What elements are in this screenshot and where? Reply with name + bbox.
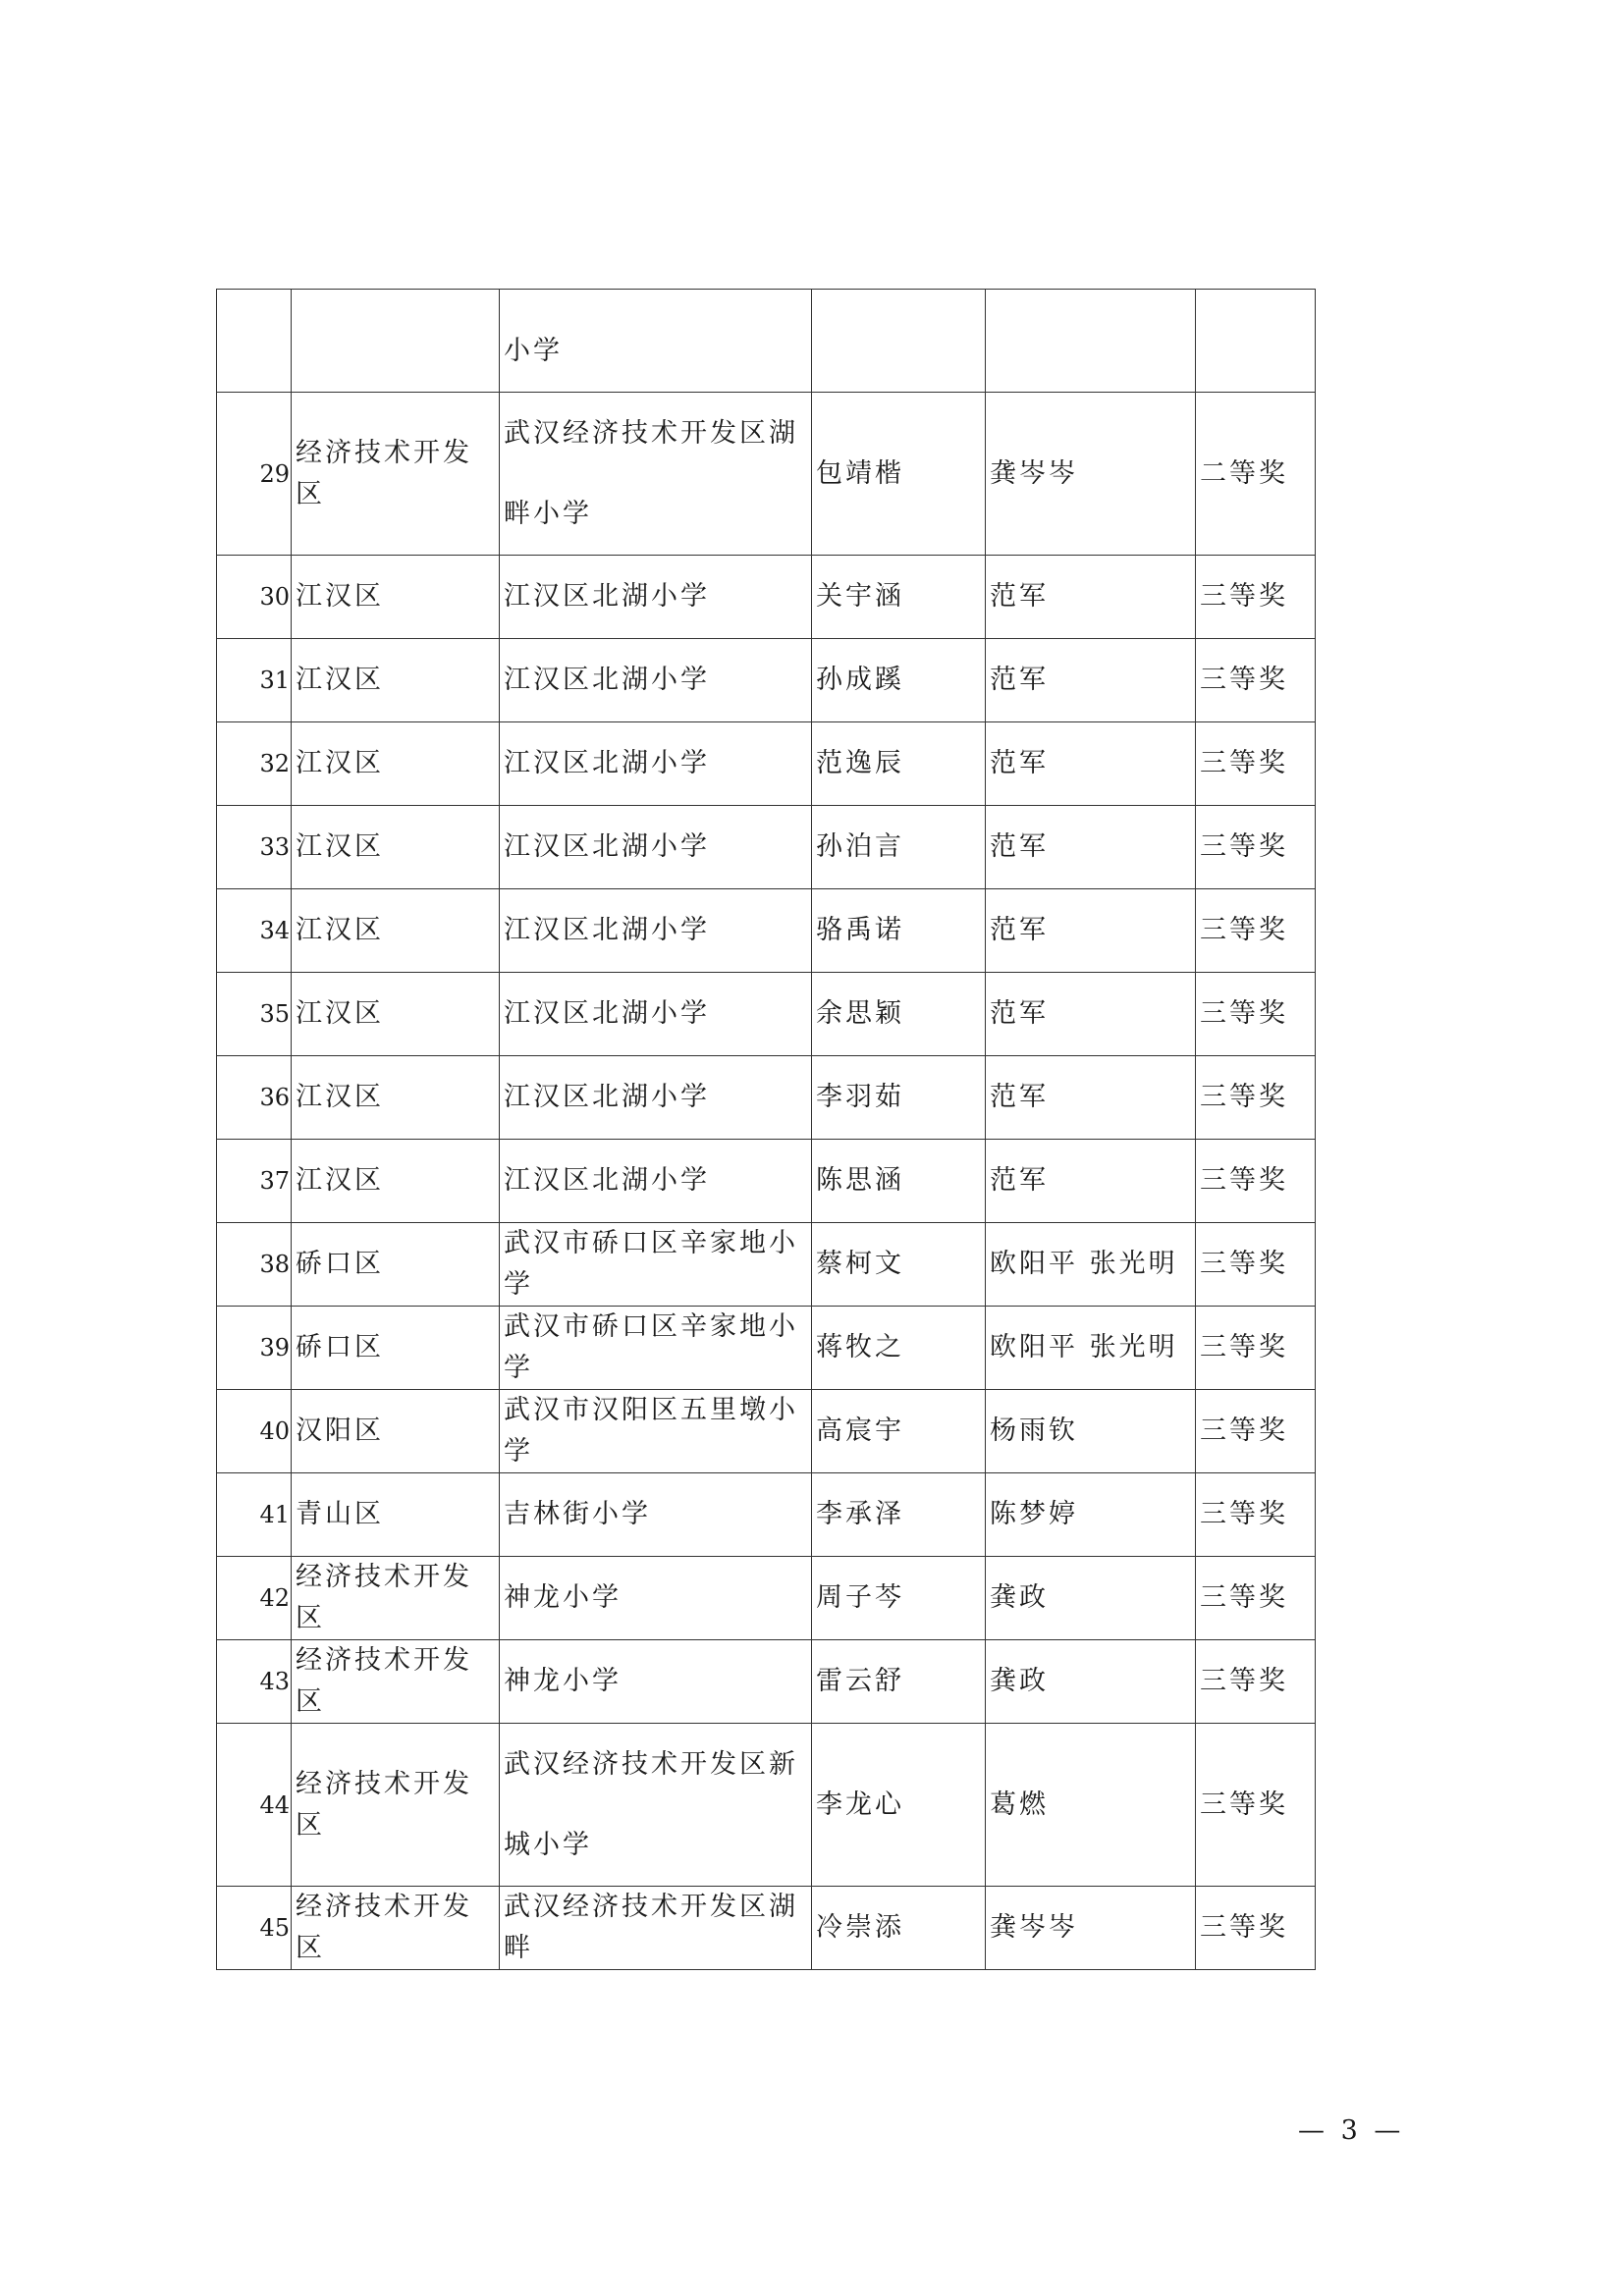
cell-no: 36: [217, 1056, 292, 1140]
cell-district: 江汉区: [292, 973, 500, 1056]
cell-student: [812, 290, 986, 393]
table-row: [217, 1640, 1316, 1724]
cell-student: 蔡柯文: [812, 1223, 986, 1307]
cell-student: 冷崇添: [812, 1887, 986, 1970]
cell-district: 江汉区: [292, 1140, 500, 1223]
cell-teacher: 范军: [986, 889, 1196, 973]
cell-award: 三等奖: [1196, 1557, 1316, 1640]
table-row: [217, 1557, 1316, 1640]
cell-school: 江汉区北湖小学: [500, 889, 812, 973]
cell-student: 孙泊言: [812, 806, 986, 889]
cell-school: 神龙小学: [500, 1640, 812, 1724]
cell-school: 江汉区北湖小学: [500, 722, 812, 806]
cell-no: 34: [217, 889, 292, 973]
cell-teacher: 范军: [986, 639, 1196, 722]
cell-no: 32: [217, 722, 292, 806]
cell-teacher: 龚岑岑: [986, 393, 1196, 556]
cell-student: 李羽茹: [812, 1056, 986, 1140]
table-row: [217, 1056, 1316, 1140]
table-row: [217, 722, 1316, 806]
cell-district: 青山区: [292, 1473, 500, 1557]
table-row: [217, 973, 1316, 1056]
cell-teacher: 欧阳平 张光明: [986, 1223, 1196, 1307]
cell-teacher: [986, 290, 1196, 393]
cell-school: 江汉区北湖小学: [500, 1140, 812, 1223]
table-row-continuation: [217, 290, 1316, 393]
cell-no: [217, 290, 292, 393]
cell-teacher: 欧阳平 张光明: [986, 1307, 1196, 1390]
table-row: [217, 1473, 1316, 1557]
cell-teacher: 范军: [986, 556, 1196, 639]
table-row: [217, 1140, 1316, 1223]
page-number: — 3 —: [1298, 2115, 1405, 2146]
cell-award: 三等奖: [1196, 556, 1316, 639]
cell-district: 硚口区: [292, 1307, 500, 1390]
cell-student: 陈思涵: [812, 1140, 986, 1223]
cell-no: 37: [217, 1140, 292, 1223]
table-row: [217, 889, 1316, 973]
cell-school: 江汉区北湖小学: [500, 1056, 812, 1140]
cell-school: 小学: [500, 290, 812, 393]
cell-district: 江汉区: [292, 639, 500, 722]
cell-school: 武汉经济技术开发区新城小学: [500, 1724, 812, 1887]
cell-award: 三等奖: [1196, 1223, 1316, 1307]
cell-no: 45: [217, 1887, 292, 1970]
cell-district: 汉阳区: [292, 1390, 500, 1473]
table-row: [217, 556, 1316, 639]
cell-district: 江汉区: [292, 889, 500, 973]
cell-district: 江汉区: [292, 722, 500, 806]
cell-teacher: 葛燃: [986, 1724, 1196, 1887]
table-row: [217, 1390, 1316, 1473]
cell-no: 30: [217, 556, 292, 639]
cell-district: 经济技术开发区: [292, 393, 500, 556]
cell-student: 蒋牧之: [812, 1307, 986, 1390]
cell-district: 经济技术开发区: [292, 1887, 500, 1970]
table-row: [217, 806, 1316, 889]
cell-teacher: 陈梦婷: [986, 1473, 1196, 1557]
cell-school: 武汉经济技术开发区湖畔: [500, 1887, 812, 1970]
cell-teacher: 范军: [986, 1140, 1196, 1223]
cell-school: 武汉市汉阳区五里墩小学: [500, 1390, 812, 1473]
cell-no: 33: [217, 806, 292, 889]
cell-school: 武汉市硚口区辛家地小学: [500, 1307, 812, 1390]
cell-no: 42: [217, 1557, 292, 1640]
cell-school: 江汉区北湖小学: [500, 973, 812, 1056]
cell-teacher: 龚政: [986, 1557, 1196, 1640]
cell-award: 三等奖: [1196, 639, 1316, 722]
cell-student: 孙成蹊: [812, 639, 986, 722]
table-row: [217, 1307, 1316, 1390]
cell-student: 包靖楷: [812, 393, 986, 556]
cell-student: 李龙心: [812, 1724, 986, 1887]
cell-teacher: 范军: [986, 722, 1196, 806]
table-row: [217, 1887, 1316, 1970]
cell-student: 余思颖: [812, 973, 986, 1056]
cell-school: 神龙小学: [500, 1557, 812, 1640]
table-row: [217, 393, 1316, 556]
cell-district: 江汉区: [292, 1056, 500, 1140]
cell-student: 雷云舒: [812, 1640, 986, 1724]
cell-award: 三等奖: [1196, 806, 1316, 889]
cell-teacher: 范军: [986, 806, 1196, 889]
cell-award: [1196, 290, 1316, 393]
cell-award: 三等奖: [1196, 1887, 1316, 1970]
cell-teacher: 范军: [986, 973, 1196, 1056]
table-body: [217, 290, 1316, 1970]
cell-award: 三等奖: [1196, 889, 1316, 973]
cell-award: 三等奖: [1196, 1140, 1316, 1223]
cell-district: 经济技术开发区: [292, 1557, 500, 1640]
cell-school: 江汉区北湖小学: [500, 556, 812, 639]
cell-no: 41: [217, 1473, 292, 1557]
cell-no: 44: [217, 1724, 292, 1887]
cell-award: 三等奖: [1196, 1640, 1316, 1724]
cell-teacher: 龚岑岑: [986, 1887, 1196, 1970]
cell-district: 江汉区: [292, 556, 500, 639]
cell-no: 43: [217, 1640, 292, 1724]
cell-school: 武汉市硚口区辛家地小学: [500, 1223, 812, 1307]
cell-district: 经济技术开发区: [292, 1640, 500, 1724]
cell-teacher: 龚政: [986, 1640, 1196, 1724]
table-row: [217, 1724, 1316, 1887]
cell-school: 江汉区北湖小学: [500, 806, 812, 889]
cell-award: 三等奖: [1196, 1056, 1316, 1140]
cell-student: 李承泽: [812, 1473, 986, 1557]
cell-school: 江汉区北湖小学: [500, 639, 812, 722]
cell-district: [292, 290, 500, 393]
cell-no: 38: [217, 1223, 292, 1307]
cell-award: 三等奖: [1196, 1473, 1316, 1557]
cell-student: 骆禹诺: [812, 889, 986, 973]
cell-no: 29: [217, 393, 292, 556]
table-row: [217, 1223, 1316, 1307]
cell-student: 高宸宇: [812, 1390, 986, 1473]
cell-teacher: 杨雨钦: [986, 1390, 1196, 1473]
table-row: [217, 639, 1316, 722]
award-table: [216, 289, 1316, 1970]
cell-no: 39: [217, 1307, 292, 1390]
cell-no: 31: [217, 639, 292, 722]
cell-teacher: 范军: [986, 1056, 1196, 1140]
cell-district: 硚口区: [292, 1223, 500, 1307]
cell-school: 吉林街小学: [500, 1473, 812, 1557]
cell-award: 三等奖: [1196, 1390, 1316, 1473]
cell-no: 35: [217, 973, 292, 1056]
cell-student: 范逸辰: [812, 722, 986, 806]
cell-school: 武汉经济技术开发区湖畔小学: [500, 393, 812, 556]
cell-award: 三等奖: [1196, 1724, 1316, 1887]
cell-district: 经济技术开发区: [292, 1724, 500, 1887]
cell-award: 三等奖: [1196, 973, 1316, 1056]
cell-award: 三等奖: [1196, 722, 1316, 806]
cell-student: 周子芩: [812, 1557, 986, 1640]
cell-award: 三等奖: [1196, 1307, 1316, 1390]
cell-award: 二等奖: [1196, 393, 1316, 556]
cell-no: 40: [217, 1390, 292, 1473]
cell-district: 江汉区: [292, 806, 500, 889]
cell-student: 关宇涵: [812, 556, 986, 639]
